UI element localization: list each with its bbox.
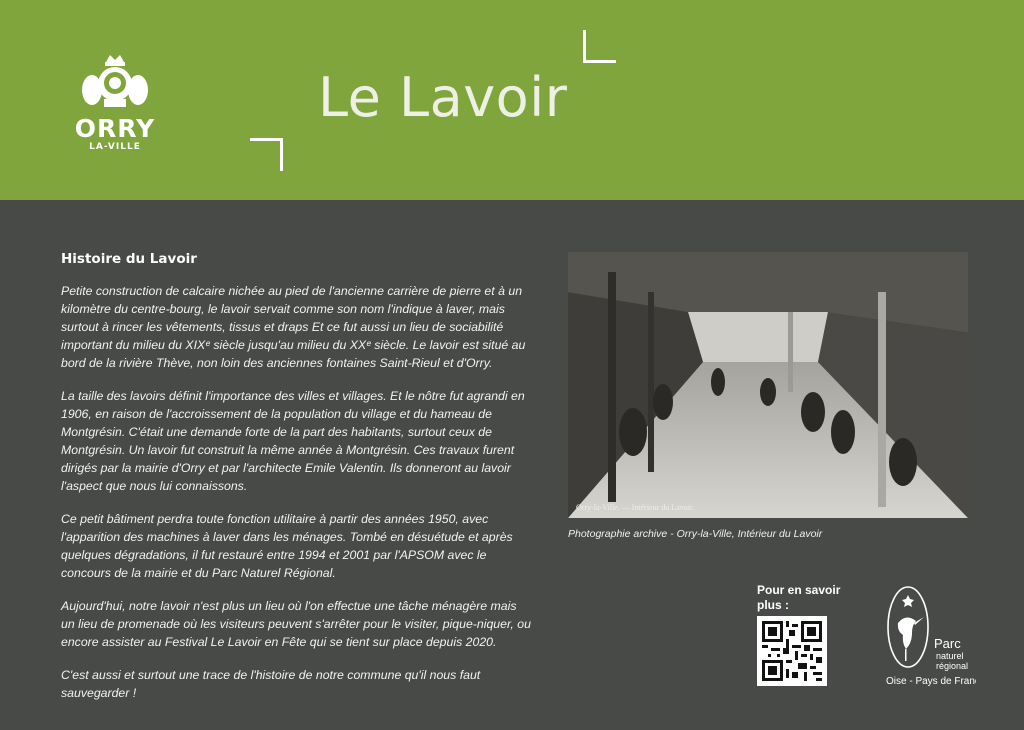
orry-la-ville-logo [60,52,170,152]
corner-bracket-bottom-left [250,138,283,171]
history-text [61,282,531,717]
paragraph: Ce petit bâtiment perdra toute fonction utilitaire à partir des années 1950, avec l'apparition des machines à laver dans les ménages. Tombé en désuétude et après quelques dégradations, il fut restauré entre 1994 et 2001 par l'APSOM avec le concours de la mairie et du Parc Naturel Régional. [61,512,513,580]
qr-code-icon [762,621,822,681]
archive-photo [568,252,968,518]
park-logo-line4: Oise - Pays de France [886,676,976,687]
paragraph: C'est aussi et surtout une trace de l'histoire de notre commune qu'il nous faut sauvegarder ! [61,668,481,700]
photo-caption: Photographie archive - Orry-la-Ville, Intérieur du Lavoir [568,528,823,540]
header-band [0,0,1024,200]
crest-icon [82,52,148,112]
section-heading: Histoire du Lavoir [61,251,197,267]
corner-bracket-top-right [583,30,616,63]
photo-inscription: Orry-la-Ville. — Intérieur du Lavoir. [576,503,695,512]
stork-icon [898,595,924,661]
paragraph: Aujourd'hui, notre lavoir n'est plus un lieu où l'on effectue une tâche ménagère mais un lieu de promenade où les visiteurs peuvent s'arrêter pour le visiter, pique-niquer, ou encore assister au Festival Le Lavoir en Fête qui se tient sur place depuis 2020. [61,599,531,649]
park-logo-line3: régional [936,661,969,671]
parc-naturel-regional-logo [886,585,976,690]
logo-name: ORRY [74,114,156,143]
logo-subtitle: LA-VILLE [89,142,141,152]
park-logo-line2: naturel [936,651,964,661]
paragraph: La taille des lavoirs définit l'importance des villes et villages. Et le nôtre fut agrandi en 1906, en raison de l'accroissement de la population du village et du hameau de Montgrésin. C'était une demande forte de la part des habitants, surtout ceux de Montgrésin. Un lavoir fut construit la même année à Montgrésin. Ces travaux furent dirigés par la mairie d'Orry et par l'architecte Emile Valentin. Ils donneront au lavoir l'aspect que nous lui connaissons. [61,389,525,493]
park-logo-line1: Parc [934,636,961,651]
page-title: Le Lavoir [318,66,568,129]
qr-code[interactable] [757,616,827,686]
paragraph: Petite construction de calcaire nichée au pied de l'ancienne carrière de pierre et à un kilomètre du centre-bourg, le lavoir servait comme son nom l'indique à laver, mais surtout à rincer les vêtements, tissus et draps Et ce fut aussi un lieu de sociabilité important du milieu du XIXᵉ siècle jusqu'au milieu du XXᵉ siècle. Le lavoir est situé au bord de la rivière Thève, non loin des anciennes fontaines Saint-Rieul et d'Orry. [61,284,526,370]
qr-label: Pour en savoir plus : [757,583,841,612]
